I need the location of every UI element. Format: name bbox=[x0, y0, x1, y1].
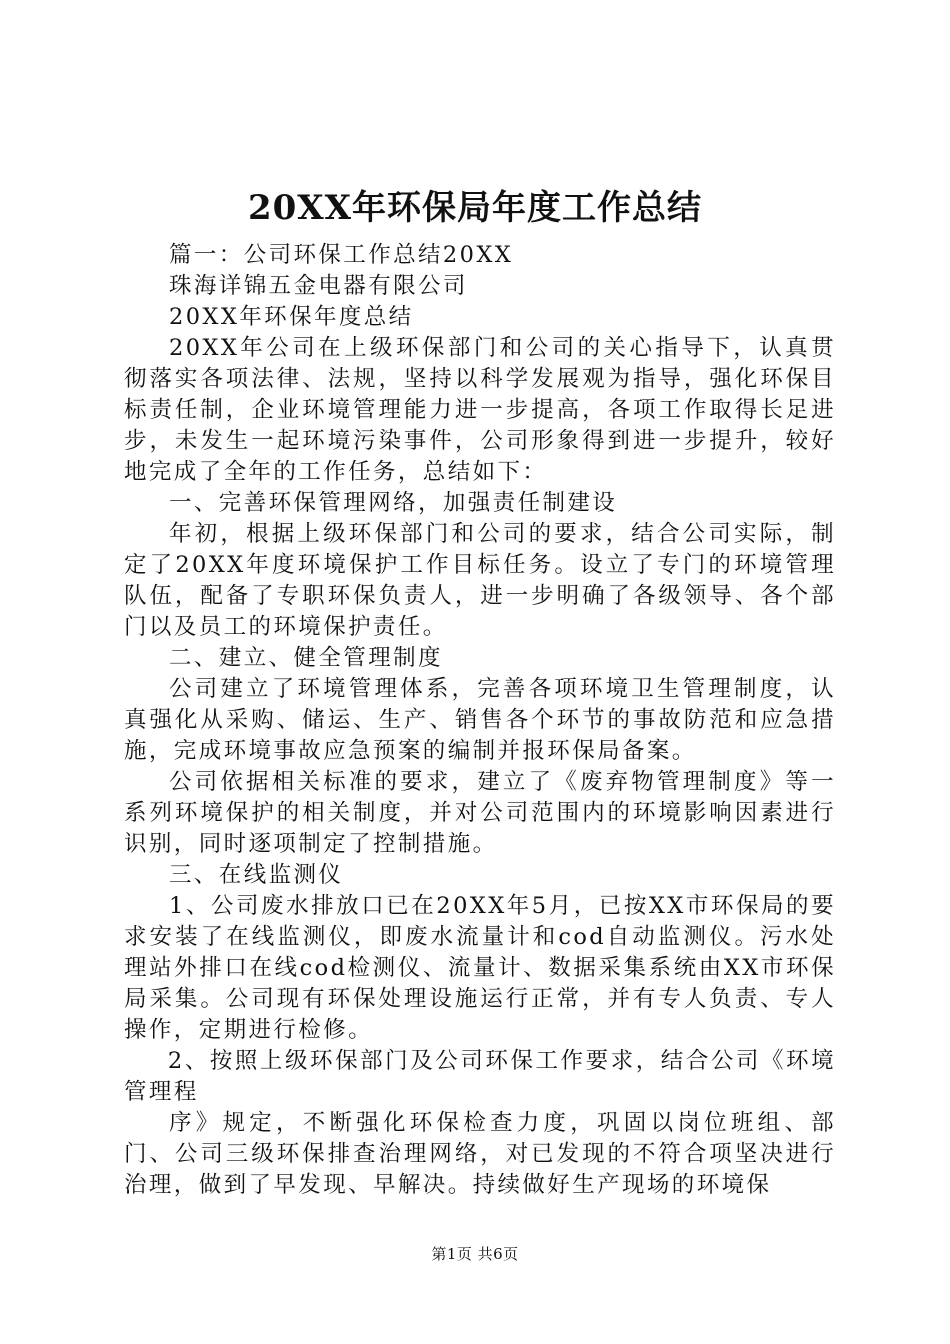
paragraph: 一、完善环保管理网络，加强责任制建设 bbox=[169, 490, 618, 516]
paragraph: 篇一：公司环保工作总结20XX bbox=[169, 242, 514, 268]
paragraph: 三、在线监测仪 bbox=[169, 862, 344, 888]
document-body bbox=[124, 240, 836, 1201]
paragraph: 公司依据相关标准的要求，建立了《废弃物管理制度》等一系列环境保护的相关制度，并对公司范围内的环境影响因素进行识别，同时逐项制定了控制措施。 bbox=[124, 769, 836, 857]
paragraph: 20XX年环保年度总结 bbox=[169, 304, 414, 330]
paragraph: 20XX年公司在上级环保部门和公司的关心指导下，认真贯彻落实各项法律、法规，坚持以科学发展观为指导，强化环保目标责任制，企业环境管理能力进一步提高，各项工作取得长足进步，未发生一起环境污染事件，公司形象得到进一步提升，较好地完成了全年的工作任务，总结如下： bbox=[124, 335, 836, 485]
paragraph: 二、建立、健全管理制度 bbox=[169, 645, 443, 671]
paragraph: 2、按照上级环保部门及公司环保工作要求，结合公司《环境管理程 bbox=[124, 1048, 836, 1105]
paragraph: 珠海详锦五金电器有限公司 bbox=[169, 273, 468, 299]
document-title: 20XX年环保局年度工作总结 bbox=[247, 188, 703, 228]
paragraph: 1、公司废水排放口已在20XX年5月，已按XX市环保局的要求安装了在线监测仪，即废水流量计和cod自动监测仪。污水处理站外排口在线cod检测仪、流量计、数据采集系统由XX市环保局采集。公司现有环保处理设施运行正常，并有专人负责、专人操作，定期进行检修。 bbox=[124, 893, 836, 1043]
page-footer: 第1页 共6页 bbox=[431, 1245, 519, 1263]
paragraph: 序》规定，不断强化环保检查力度，巩固以岗位班组、部门、公司三级环保排查治理网络，对已发现的不符合项坚决进行治理，做到了早发现、早解决。持续做好生产现场的环境保 bbox=[124, 1110, 836, 1198]
paragraph: 年初，根据上级环保部门和公司的要求，结合公司实际，制定了20XX年度环境保护工作目标任务。设立了专门的环境管理队伍，配备了专职环保负责人，进一步明确了各级领导、各个部门以及员工的环境保护责任。 bbox=[124, 521, 836, 640]
paragraph: 公司建立了环境管理体系，完善各项环境卫生管理制度，认真强化从采购、储运、生产、销售各个环节的事故防范和应急措施，完成环境事故应急预案的编制并报环保局备案。 bbox=[124, 676, 836, 764]
